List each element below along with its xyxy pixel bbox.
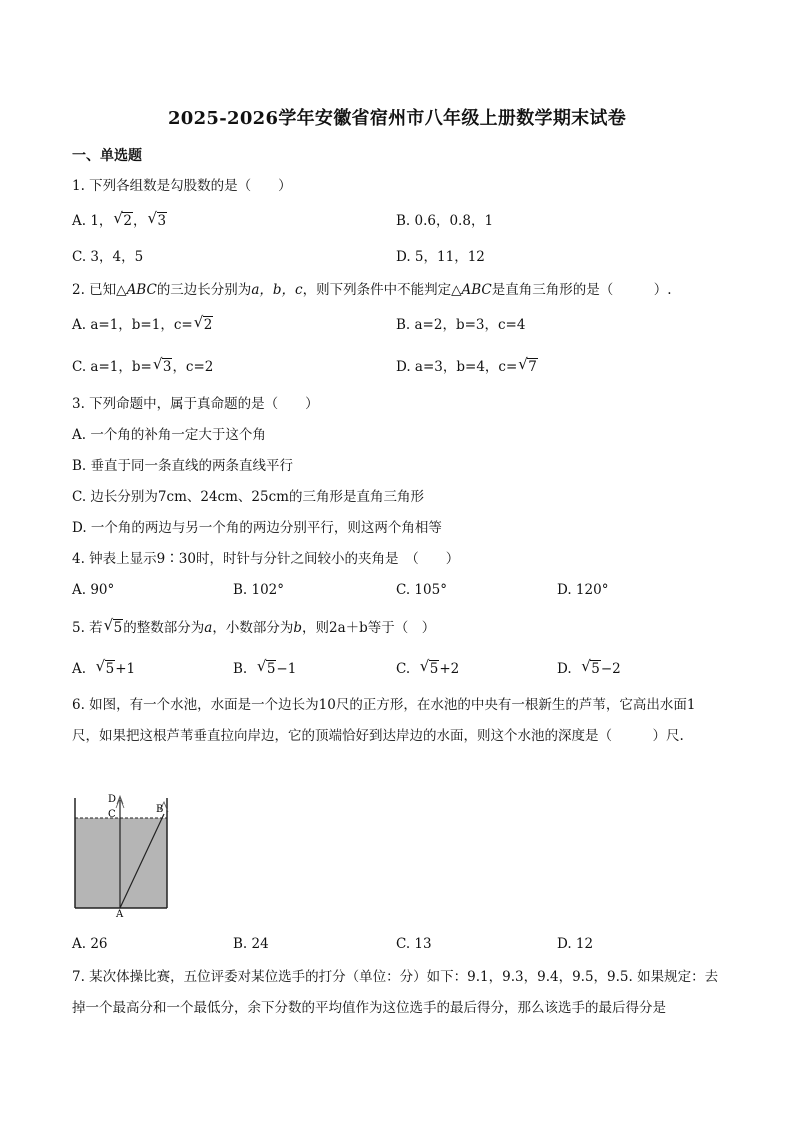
question-1-option-b: B. 0.6，0.8，1: [396, 213, 494, 229]
label-a: A: [116, 909, 124, 918]
page-title: 2025-2026学年安徽省宿州市八年级上册数学期末试卷: [167, 108, 627, 129]
question-6-option-c: C. 13: [396, 936, 432, 952]
question-6-option-a: A. 26: [72, 936, 108, 952]
water-area: [75, 818, 167, 908]
question-6-stem: 6. 如图，有一个水池，水面是一个边长为10尺的正方形，在水池的中央有一根新生的芦苇，它高出水面1尺，如果把这根芦苇垂直拉向岸边，它的顶端恰好到达岸边的水面，则这个水池的深度是（ ）尺.: [72, 697, 696, 744]
question-5-option-b: B. √ 5−1: [233, 657, 297, 677]
question-1-option-a: A. 1， √ 2， √ 3: [72, 209, 167, 229]
label-d: D: [108, 794, 117, 805]
question-4-option-a: A. 90°: [72, 582, 115, 598]
question-6-option-d: D. 12: [557, 936, 594, 952]
question-3-option-b: B. 垂直于同一条直线的两条直线平行: [72, 458, 294, 474]
question-4-option-c: C. 105°: [396, 582, 447, 598]
question-6-option-b: B. 24: [233, 936, 269, 952]
question-4-option-d: D. 120°: [557, 582, 609, 598]
section-heading: 一、单选题: [72, 148, 142, 164]
question-1-stem: 1. 下列各组数是勾股数的是（ ）: [72, 178, 292, 194]
question-7-stem: 7. 某次体操比赛，五位评委对某位选手的打分（单位：分）如下：9.1，9.3，9.4，9.5，9.5. 如果规定：去掉一个最高分和一个最低分，余下分数的平均值作为这位选手的最后得分，那么该选手的最后得分是: [72, 969, 719, 1016]
question-2-stem: 2. 已知△ABC的三边长分别为a，b，c，则下列条件中不能判定△ABC是直角三角形的是（ ）.: [72, 282, 672, 298]
question-1-option-d: D. 5，11，12: [396, 249, 485, 265]
question-2-option-c: C. a=1，b= √ 3，c=2: [72, 355, 214, 375]
question-4-stem: 4. 钟表上显示9∶30时，时针与分针之间较小的夹角是 （ ）: [72, 551, 460, 567]
label-c: C: [108, 809, 116, 820]
question-5-option-d: D. √ 5−2: [557, 657, 621, 677]
question-5-option-c: C. √ 5+2: [396, 657, 460, 677]
question-2-option-a: A. a=1，b=1，c= √ 2: [72, 313, 213, 333]
question-2-option-b: B. a=2，b=3，c=4: [396, 317, 526, 333]
question-5-option-a: A. √ 5+1: [72, 657, 136, 677]
question-3-option-d: D. 一个角的两边与另一个角的两边分别平行，则这两个角相等: [72, 520, 442, 536]
question-3-option-c: C. 边长分别为7cm、24cm、25cm的三角形是直角三角形: [72, 489, 424, 505]
question-3-option-a: A. 一个角的补角一定大于这个角: [72, 427, 266, 443]
question-5-stem: 5. 若 √ 5的整数部分为a，小数部分为b，则2a＋b等于（ ）: [72, 616, 436, 636]
question-2-option-d: D. a=3，b=4，c= √ 7: [396, 355, 537, 375]
question-4-option-b: B. 102°: [233, 582, 285, 598]
question-3-stem: 3. 下列命题中，属于真命题的是（ ）: [72, 396, 319, 412]
pond-diagram: [72, 790, 172, 918]
question-1-option-c: C. 3，4，5: [72, 249, 144, 265]
label-b: B: [156, 804, 164, 815]
